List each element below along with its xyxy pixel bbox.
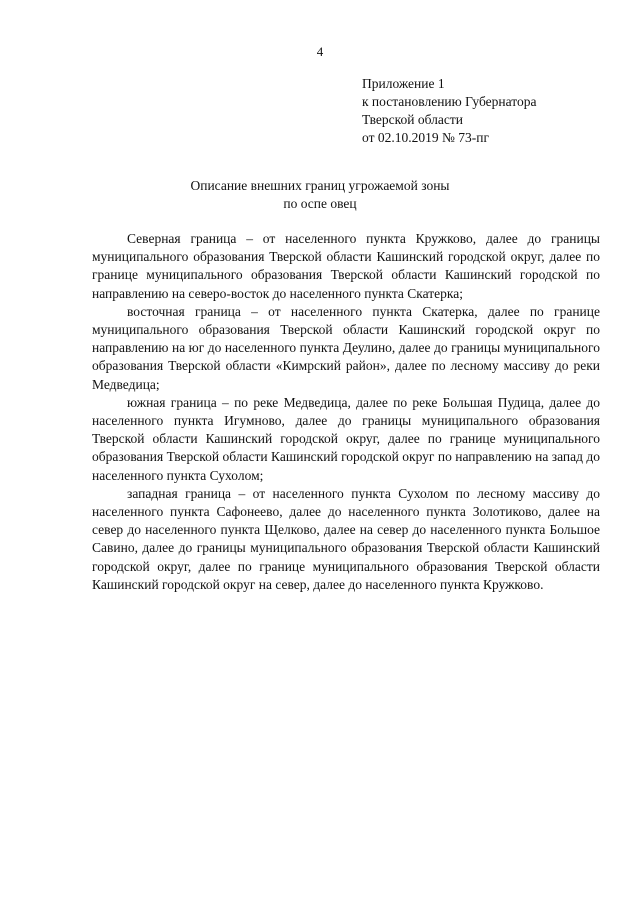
- appendix-line-1: Приложение 1: [362, 76, 445, 91]
- appendix-line-2: к постановлению Губернатора: [362, 94, 537, 109]
- document-title: [0, 177, 640, 213]
- title-line-1: Описание внешних границ угрожаемой зоны: [190, 178, 450, 193]
- appendix-line-3: Тверской области: [362, 112, 463, 127]
- paragraph-west-border: западная граница – от населенного пункта Сухолом по лесному массиву до населенного пункта Сафонеево, далее до населенного пункта Золотиково, далее на север до населенного пункта Щелково, далее на север до населенного пункта Большое Савино, далее до границы муниципального образования Тверской области Кашинский городской округ, далее по границе муниципального образования Тверской области Кашинский городской округ на север, далее до населенного пункта Кружково.: [92, 485, 600, 592]
- paragraph-north-border: Северная граница – от населенного пункта Кружково, далее до границы муниципального образования Тверской области Кашинский городской округ, далее по границе муниципального образования Тверской области Кашинский городской по направлению на северо-восток до населенного пункта Скатерка;: [92, 231, 600, 301]
- appendix-block: [362, 75, 536, 147]
- document-body: [92, 230, 600, 594]
- paragraph-south-border: южная граница – по реке Медведица, далее по реке Большая Пудица, далее до населенного пункта Игумново, далее до границы муниципального образования Тверской области Кашинский городской округ, далее по границе муниципального образования Тверской области Кашинский городской округ по направлению на запад до населенного пункта Сухолом;: [92, 394, 600, 483]
- paragraph-east-border: восточная граница – от населенного пункта Скатерка, далее по границе муниципального образования Тверской области Кашинский городской округ по направлению на юг до населенного пункта Деулино, далее до границы муниципального образования Тверской области «Кимрский район», далее по лесному массиву до реки Медведица;: [92, 303, 600, 392]
- title-line-2: по оспе овец: [283, 196, 357, 211]
- page-number: 4: [316, 44, 324, 59]
- appendix-line-4: от 02.10.2019 № 73-пг: [362, 130, 489, 145]
